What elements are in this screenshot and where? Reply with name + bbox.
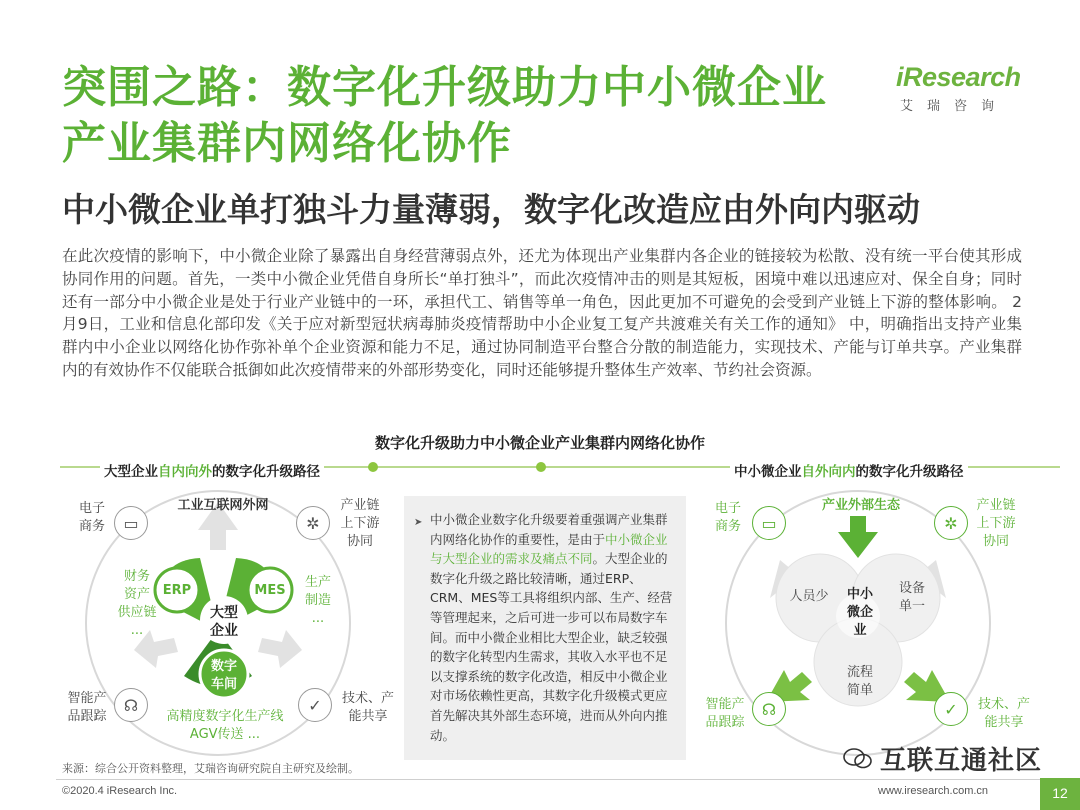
- mes-label: MES: [254, 583, 286, 598]
- erp-label: ERP: [162, 583, 192, 598]
- left-path-heading: 大型企业自内向外的数字化升级路径: [100, 460, 324, 480]
- right-down-arrow-icon: [258, 630, 302, 668]
- page-title: [62, 60, 892, 172]
- smb-center-label: 中小 微企 业: [846, 587, 873, 638]
- footer-divider: [56, 779, 1040, 780]
- production-line-label: 高精度数字化生产线 AGV传送 ...: [166, 709, 284, 742]
- title-line-1: 突围之路：数字化升级助力中小微企业: [62, 62, 827, 113]
- title-line-2: 产业集群内网络化协作: [62, 118, 512, 169]
- box-text-2: 。大型企业的数字化升级之路比较清晰，通过ERP、CRM、MES等工具将组织内部、生产、经营等管理起来，之后可进一步可以布局数字车间。而中小微企业相比大型企业，缺乏较强的数字化转型内生需求，其收入水平也不足以支撑系统的数字化改造，相反中小微企业对市场依赖性更高，其数字化升级模式更应首先解决其外部生态环境，进而从外向内推动。: [430, 551, 673, 743]
- ecommerce-green-icon: ▭: [752, 506, 786, 540]
- page-subtitle: 中小微企业单打独斗力量薄弱，数字化改造应由外向内驱动: [62, 190, 920, 229]
- left-ecommerce-label: 电子 商务: [78, 501, 105, 534]
- workshop-label: 数字 车间: [210, 659, 237, 692]
- page-number: 12: [1040, 778, 1080, 810]
- logo-sub: 艾瑞咨询: [900, 99, 1009, 114]
- industrial-internet-label: 工业互联网外网: [177, 498, 269, 513]
- box-text-highlight: 中小微企业与大型企业的需求及痛点不同: [430, 531, 668, 567]
- bullet-arrow-icon: ➤: [414, 517, 423, 528]
- right-tech-share-label: 技术、产 能共享: [977, 697, 1030, 730]
- source-note: 来源：综合公开资料整理，艾瑞咨询研究院自主研究及绘制。: [62, 762, 359, 775]
- network-green-icon: ✲: [934, 506, 968, 540]
- left-tech-share-label: 技术、产 能共享: [341, 691, 394, 724]
- wechat-icon: [842, 746, 874, 772]
- ecommerce-icon: ▭: [114, 506, 148, 540]
- down-arrow-icon: [838, 516, 878, 558]
- left-smart-product-label: 智能产 品跟踪: [67, 691, 107, 724]
- box-text-1: 中小微企业数字化升级要着重强调产业集群内网络化协作的重要性，是由于: [430, 512, 668, 547]
- few-staff-label: 人员少: [789, 589, 829, 604]
- single-equipment-label: 设备 单一: [898, 581, 925, 614]
- right-ecommerce-label: 电子 商务: [714, 501, 741, 534]
- watermark: 互联互通社区: [880, 746, 1043, 776]
- large-enterprise-label: 大型 企业: [210, 605, 238, 639]
- network-icon: ✲: [296, 506, 330, 540]
- check-shield-icon: ✓: [298, 688, 332, 722]
- external-ecosystem-label: 产业外部生态: [821, 498, 900, 513]
- right-smart-product-label: 智能产 品跟踪: [705, 697, 745, 730]
- copyright: ©2020.4 iResearch Inc.: [62, 785, 178, 797]
- left-supply-chain-label: 产业链 上下游 协同: [340, 498, 380, 549]
- divider-dot: [368, 462, 378, 472]
- finance-label: 财务 资产 供应链 ...: [117, 569, 157, 638]
- explanation-box: [404, 496, 686, 760]
- simple-process-label: 流程 简单: [846, 665, 873, 698]
- right-supply-chain-label: 产业链 上下游 协同: [976, 498, 1016, 549]
- website-url: www.iresearch.com.cn: [878, 785, 989, 797]
- production-label: 生产 制造 ...: [304, 575, 331, 626]
- fingerprint-green-icon: ☊: [752, 692, 786, 726]
- diagram-title: 数字化升级助力中小微企业产业集群内网络化协作: [374, 434, 705, 452]
- divider-dot: [536, 462, 546, 472]
- fingerprint-icon: ☊: [114, 688, 148, 722]
- right-path-heading: 中小微企业自外向内的数字化升级路径: [730, 460, 968, 480]
- iresearch-logo: [896, 62, 1026, 124]
- logo-mark: iResearch: [896, 62, 1021, 92]
- check-shield-green-icon: ✓: [934, 692, 968, 726]
- body-paragraph: 在此次疫情的影响下，中小微企业除了暴露出自身经营薄弱点外，还尤为体现出产业集群内各企业的链接较为松散、没有统一平台使其形成协同作用的问题。首先，一类中小微企业凭借自身所长“单打独斗”，而此次疫情冲击的则是其短板，困境中难以迅速应对、保全自身；同时还有一部分中小微企业是处于行业产业链中的一环，承担代工、销售等单一角色，因此更加不可避免的会受到产业链上下游的整体影响。 2月9日，工业和信息化部印发《关于应对新型冠状病毒肺炎疫情帮助中小企业复工复产共渡难关有关工作的通知》 中，明确指出支持产业集群内中小企业以网络化协作弥补单个企业资源和能力不足，通过协同制造平台整合分散的制造能力，实现技术、产能与订单共享。产业集群内的有效协作不仅能联合抵御如此次疫情带来的外部形势变化，同时还能够提升整体生产效率、节约社会资源。: [62, 247, 1022, 379]
